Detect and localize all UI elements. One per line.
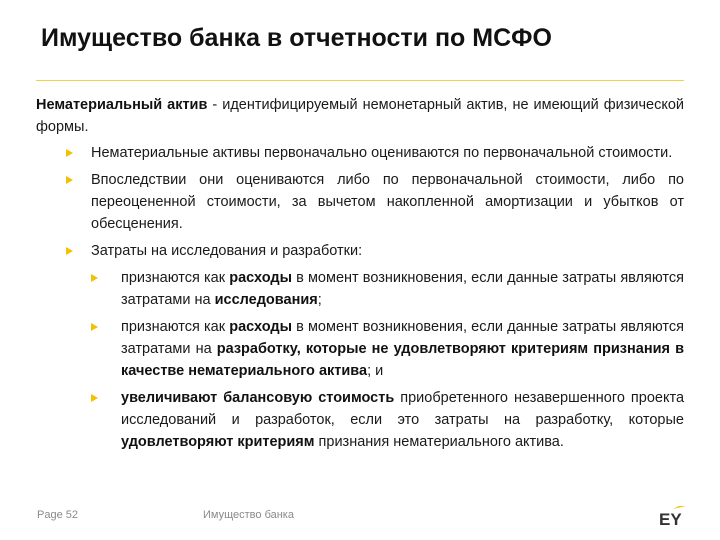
triangle-bullet-icon <box>91 274 98 282</box>
slide-body <box>36 94 684 458</box>
sub-bullet-list <box>91 267 684 453</box>
bullet-text: Впоследствии они оцениваются либо по первоначальной стоимости, либо по переоцененной стоимости, за вычетом накопленной амортизации и убытков от обесценения. <box>91 172 684 232</box>
main-bullet-list <box>36 142 684 453</box>
page-number: Page 52 <box>37 509 78 521</box>
sub-bullet-text: ; <box>317 292 322 308</box>
sub-bullet-bold: расходы <box>229 270 292 286</box>
sub-list-item <box>91 267 684 311</box>
triangle-bullet-icon <box>66 176 73 184</box>
definition-text: - идентифицируемый немонетарный актив, не имеющий физической формы. <box>36 97 685 135</box>
sub-bullet-bold: удовлетворяют критериям <box>121 434 315 450</box>
page-title: Имущество банка в отчетности по МСФО <box>41 24 552 52</box>
sub-bullet-bold: увеличивают балансовую стоимость <box>121 390 395 406</box>
sub-list-item <box>91 387 684 453</box>
bullet-text: Затраты на исследования и разработки: <box>91 243 363 259</box>
triangle-bullet-icon <box>66 149 73 157</box>
sub-bullet-text: в момент возникновения, если данные затраты являются затратами на <box>121 270 685 308</box>
sub-list-item <box>91 316 684 382</box>
sub-bullet-text: признания нематериального актива. <box>314 434 564 450</box>
bullet-text: Нематериальные активы первоначально оцениваются по первоначальной стоимости. <box>91 145 673 161</box>
definition-term: Нематериальный актив <box>36 97 208 113</box>
list-item <box>36 142 684 164</box>
triangle-bullet-icon <box>66 247 73 255</box>
triangle-bullet-icon <box>91 394 98 402</box>
sub-bullet-text: признаются как <box>121 270 230 286</box>
title-divider <box>36 80 684 81</box>
definition-paragraph <box>36 94 684 138</box>
sub-bullet-bold: разработку, которые не удовлетворяют критериям признания в качестве нематериального актива <box>121 341 684 379</box>
list-item <box>36 169 684 235</box>
sub-bullet-text: приобретенного незавершенного проекта исследований и разработок, если это затраты на разработку, которые <box>121 390 685 428</box>
list-item <box>36 240 684 453</box>
footer-title: Имущество банка <box>203 509 294 521</box>
sub-bullet-bold: исследования <box>214 292 318 308</box>
triangle-bullet-icon <box>91 323 98 331</box>
sub-bullet-bold: расходы <box>229 319 292 335</box>
logo-text: EY <box>659 510 682 526</box>
sub-bullet-text: признаются как <box>121 319 230 335</box>
ey-logo-icon <box>659 506 686 526</box>
sub-bullet-text: в момент возникновения, если данные затраты являются затратами на <box>121 319 685 357</box>
sub-bullet-text: ; и <box>367 363 384 379</box>
